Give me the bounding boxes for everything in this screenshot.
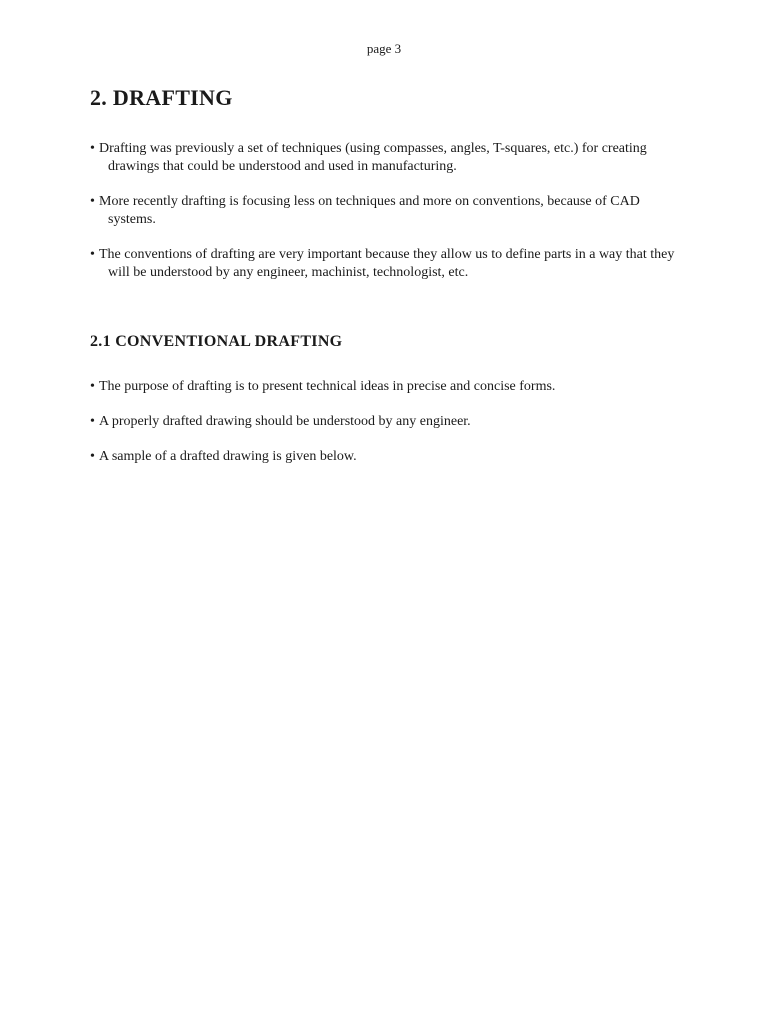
bullet-text: The conventions of drafting are very important because they allow us to define parts in a way that they will be understood by any engineer, machinist, technologist, etc. — [99, 247, 675, 280]
subsection-bullet-list — [90, 378, 690, 483]
bullet-icon: • — [90, 379, 95, 394]
section-bullet-list — [90, 140, 690, 299]
bullet-icon: • — [90, 141, 95, 156]
list-item — [90, 413, 690, 431]
bullet-text: A sample of a drafted drawing is given below. — [99, 449, 357, 464]
section-title: 2. DRAFTING — [90, 85, 233, 110]
bullet-text: A properly drafted drawing should be understood by any engineer. — [99, 414, 471, 429]
list-item — [90, 193, 690, 229]
bullet-icon: • — [90, 194, 95, 209]
bullet-icon: • — [90, 247, 95, 262]
bullet-text: Drafting was previously a set of techniques (using compasses, angles, T-squares, etc.) for creating drawings that could be understood and used in manufacturing. — [99, 141, 647, 174]
list-item — [90, 140, 690, 176]
list-item — [90, 448, 690, 466]
bullet-icon: • — [90, 414, 95, 429]
list-item — [90, 378, 690, 396]
page-number: page 3 — [366, 41, 402, 56]
list-item — [90, 246, 690, 282]
bullet-text: More recently drafting is focusing less on techniques and more on conventions, because of CAD systems. — [99, 194, 640, 227]
bullet-text: The purpose of drafting is to present technical ideas in precise and concise forms. — [99, 379, 556, 394]
bullet-icon: • — [90, 449, 95, 464]
subsection-title: 2.1 CONVENTIONAL DRAFTING — [90, 333, 343, 350]
